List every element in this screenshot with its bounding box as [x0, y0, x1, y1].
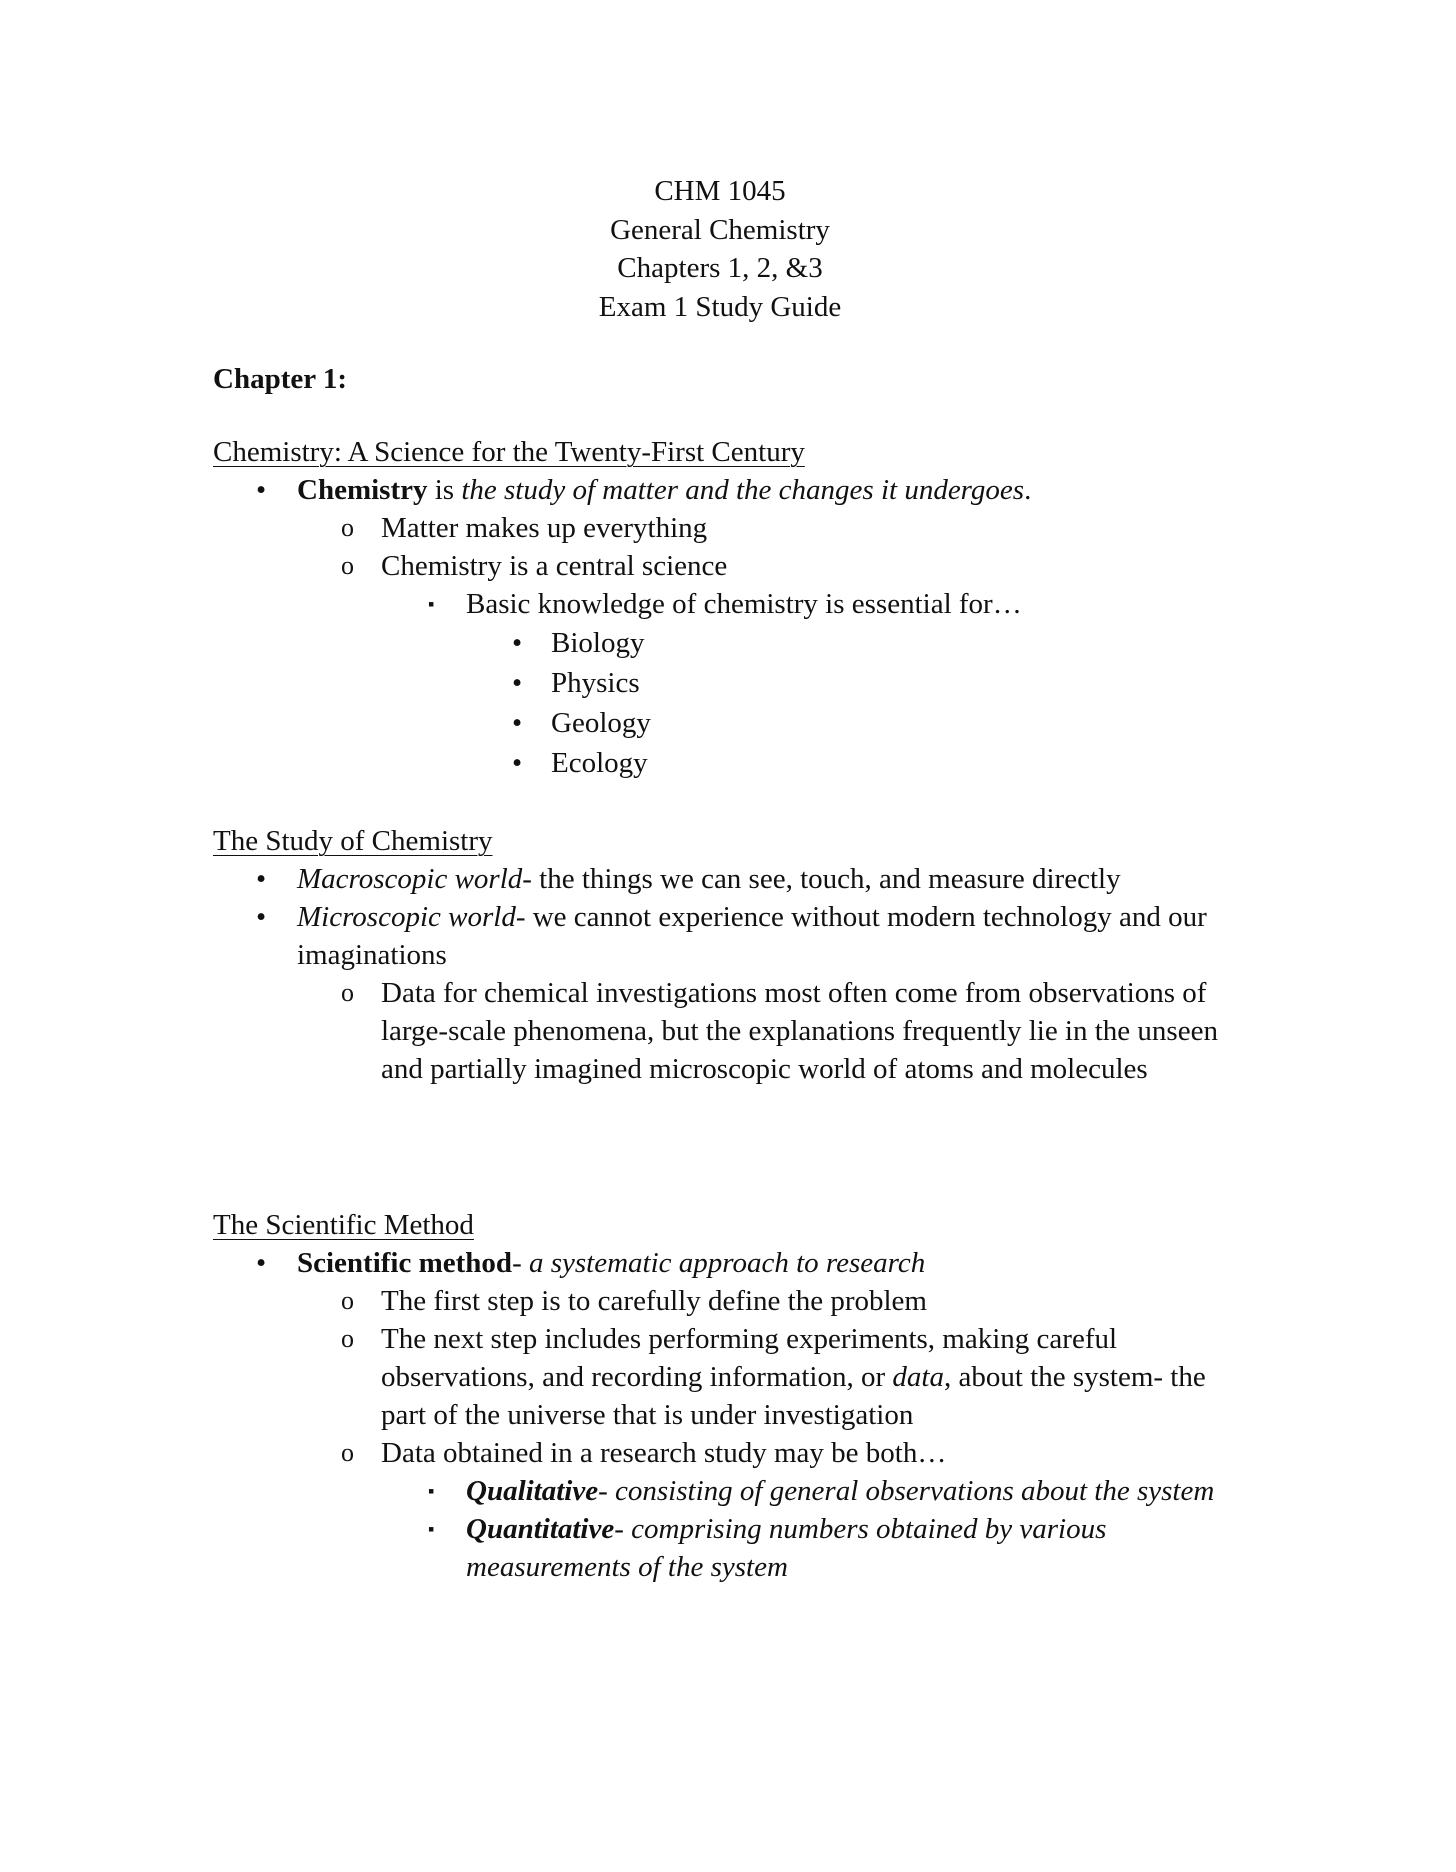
list-item: o Data obtained in a research study may be both… [213, 1434, 1317, 1472]
definition: the study of matter and the changes it undergoes [461, 474, 1025, 506]
square-marker: ▪ [428, 594, 435, 614]
list-item: • Chemistry is the study of matter and the changes it undergoes. [213, 471, 1456, 509]
chapter-heading: Chapter 1: [213, 363, 347, 395]
term: Quantitative [466, 1513, 615, 1545]
list-item: • Geology [213, 703, 1456, 743]
term: Qualitative [466, 1475, 599, 1507]
bullet-marker: • [512, 667, 523, 699]
section-chemistry-science [213, 436, 1456, 783]
section-scientific-method [213, 1209, 1317, 1586]
list-item: o Matter makes up everything [213, 509, 1456, 547]
term: Microscopic world [297, 901, 516, 933]
list-item: • Scientific method- a systematic approach to research [213, 1244, 1317, 1282]
section-heading: Chemistry: A Science for the Twenty-First Century [213, 436, 805, 468]
list-item: o Chemistry is a central science [213, 547, 1456, 585]
bullet-marker: • [256, 901, 267, 933]
term: Macroscopic world [297, 863, 523, 895]
course-subject: General Chemistry [610, 213, 830, 246]
circle-marker: o [341, 1324, 354, 1353]
list-item: ▪ Quantitative- comprising numbers obtained by various measurements of the system [213, 1510, 1317, 1586]
bullet-marker: • [256, 474, 267, 506]
circle-marker: o [341, 1286, 354, 1315]
list-item: o The next step includes performing experiments, making careful observations, and recording information, or data, about the system- the part of the universe that is under investigation [213, 1320, 1317, 1434]
term: Scientific method [297, 1247, 513, 1279]
section-study-of-chemistry [213, 825, 1317, 1088]
chapters-covered: Chapters 1, 2, &3 [617, 252, 823, 284]
list-item: • Biology [213, 623, 1456, 663]
list-item: • Ecology [213, 743, 1456, 783]
section-heading: The Study of Chemistry [213, 825, 493, 857]
list-item: • Physics [213, 663, 1456, 703]
guide-title: Exam 1 Study Guide [598, 290, 842, 323]
list-item: • Microscopic world- we cannot experience without modern technology and our imaginations [213, 898, 1317, 974]
square-marker: ▪ [428, 1519, 435, 1539]
bullet-marker: • [256, 863, 267, 895]
circle-marker: o [341, 978, 354, 1007]
title-block [0, 172, 1440, 326]
bullet-marker: • [256, 1247, 267, 1279]
list-item: • Macroscopic world- the things we can see, touch, and measure directly [213, 860, 1317, 898]
section-heading: The Scientific Method [213, 1209, 474, 1241]
course-code: CHM 1045 [654, 175, 786, 207]
circle-marker: o [341, 1438, 354, 1467]
definition: a systematic approach to research [528, 1247, 926, 1279]
term: Chemistry [297, 474, 428, 506]
bullet-marker: • [512, 747, 523, 779]
list-item: o The first step is to carefully define the problem [213, 1282, 1317, 1320]
square-marker: ▪ [428, 1481, 435, 1501]
bullet-marker: • [512, 707, 523, 739]
list-item: o Data for chemical investigations most often come from observations of large-scale phenomena, but the explanations frequently lie in the unseen and partially imagined microscopic world of atoms and molecules [213, 974, 1317, 1088]
list-item: ▪ Basic knowledge of chemistry is essential for… [213, 585, 1456, 623]
bullet-marker: • [512, 627, 523, 659]
circle-marker: o [341, 551, 354, 580]
list-item: ▪ Qualitative- consisting of general observations about the system [213, 1472, 1317, 1510]
circle-marker: o [341, 513, 354, 542]
